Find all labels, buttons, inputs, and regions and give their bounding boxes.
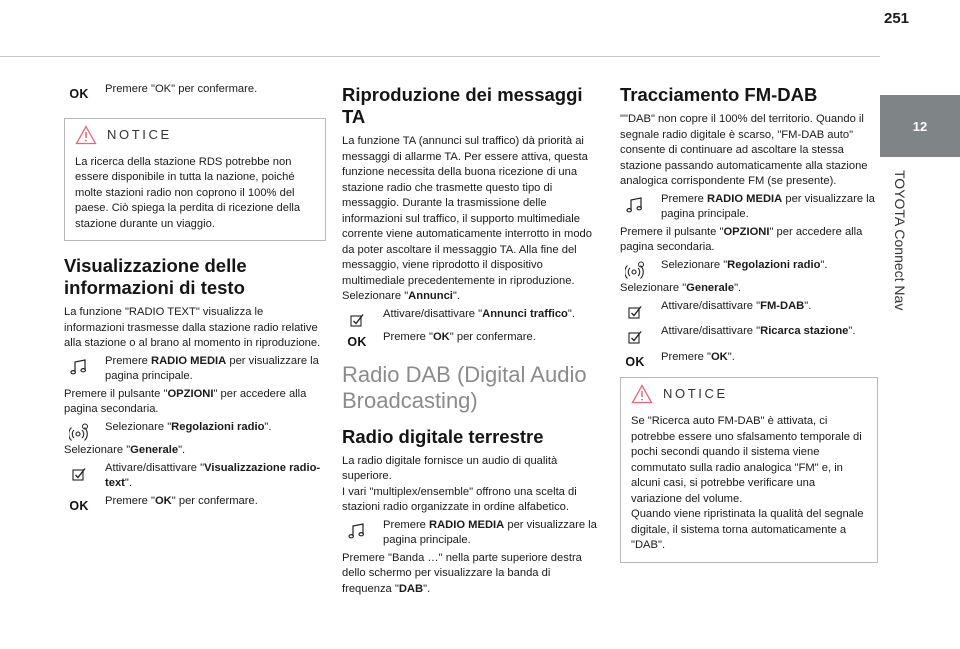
chapter-title: Radio DAB (Digital Audio Broadcasting) — [342, 361, 587, 413]
section-heading-fmdab: Tracciamento FM-DAB — [620, 84, 818, 105]
text-bold: OK — [154, 494, 172, 507]
step-radio-media — [620, 192, 878, 223]
music-note-icon — [64, 358, 94, 376]
page-number: 251 — [884, 10, 910, 27]
paragraph-general — [64, 443, 326, 459]
text-post: ". — [820, 258, 828, 271]
text-pre: Premere "Banda …" nella parte superiore destra dello schermo per visualizzare la banda di frequenza " — [342, 551, 582, 595]
paragraph-fmdab: ""DAB" non copre il 100% del territorio. Quando il segnale radio digitale è scarso, "FM-DAB auto" consente di continuare ad ascoltare la stessa stazione passando automaticamente alla stazione analogica corrispondente FM (se presente). — [620, 113, 868, 187]
step-toggle-search — [620, 324, 878, 340]
notice-title: NOTICE — [107, 126, 172, 142]
chapter-tab[interactable]: 12 — [880, 95, 960, 157]
text-pre: Premere " — [105, 494, 155, 507]
text-bold: Visualizzazione radio-text — [105, 461, 321, 489]
paragraph-options — [64, 387, 326, 418]
step-text: Premere "OK" per confermare. — [105, 83, 258, 95]
text-bold: RADIO MEDIA — [707, 192, 783, 205]
notice-text: Se "Ricerca auto FM-DAB" è attivata, ci potrebbe essere uno sfalsamento temporale di pochi secondi quando il sistema viene commutato sulla radio analogica "FM" e, in alcuni casi, si potrebbe verificare una variazione del volume. — [631, 415, 862, 505]
step-radio-settings — [64, 420, 326, 436]
step-confirm-top — [64, 82, 326, 102]
text-bold: OK — [710, 350, 728, 363]
section-heading-ta: Riproduzione dei messaggi TA — [342, 84, 583, 127]
warning-triangle-icon — [631, 384, 653, 409]
text-post: ". — [848, 325, 856, 337]
text-post: ". — [423, 582, 431, 595]
text-post: ". — [124, 477, 132, 489]
warning-triangle-icon — [75, 125, 97, 150]
text-bold: DAB — [398, 582, 424, 595]
notice-text-2: Quando viene ripristinata la qualità del segnale digitale, il sistema torna automaticamente a "DAB". — [631, 508, 864, 551]
checkbox-icon — [620, 328, 650, 346]
text-pre: Attivare/disattivare " — [105, 461, 205, 474]
step-toggle-radiotext — [64, 461, 326, 492]
text-pre: Attivare/disattivare " — [661, 299, 761, 312]
text-post: per visualizzare la pagina principale. — [383, 518, 597, 546]
notice-box — [64, 118, 326, 242]
text-post: per visualizzare la pagina principale. — [661, 192, 875, 220]
text-post: " per accedere alla pagina secondaria. — [64, 387, 307, 415]
text-bold: Regolazioni radio — [171, 420, 265, 433]
step-radio-media — [342, 518, 602, 549]
text-pre: Attivare/disattivare " — [383, 307, 483, 320]
column-middle — [342, 84, 602, 597]
text-bold: FM-DAB — [760, 299, 805, 312]
step-confirm — [64, 494, 326, 513]
step-radio-settings — [620, 258, 878, 274]
paragraph-dab: La radio digitale fornisce un audio di qualità superiore. — [342, 454, 558, 482]
text-post: ". — [727, 350, 735, 363]
text-post: ". — [452, 290, 461, 302]
text-post: ". — [264, 420, 272, 433]
ok-icon: OK — [69, 87, 89, 102]
checkbox-icon — [620, 303, 650, 321]
notice-box — [620, 377, 878, 563]
paragraph-options — [620, 225, 878, 256]
chapter-side-title-text: TOYOTA Connect Nav — [892, 170, 908, 311]
step-toggle-traffic — [342, 307, 602, 323]
header-rule — [0, 56, 880, 57]
text-pre: Premere il pulsante " — [64, 387, 168, 400]
radio-settings-icon — [620, 262, 650, 280]
text-pre: Premere " — [383, 331, 433, 343]
radio-settings-icon — [64, 424, 94, 442]
text-post: " per confermare. — [171, 494, 258, 507]
section-heading: Visualizzazione delle informazioni di testo — [64, 255, 247, 298]
text-pre: Premere — [661, 192, 708, 205]
ok-icon: OK — [347, 335, 367, 350]
text-post: per visualizzare la pagina principale. — [105, 354, 319, 382]
text-bold: RADIO MEDIA — [429, 518, 505, 531]
paragraph-ta: La funzione TA (annunci sul traffico) dà priorità ai messaggi di allarme TA. Per essere attiva, questa funzione necessita della buona ricezione di una stazione radio che trasmette questo tipo di messaggio. Durante la trasmissione delle informazioni sul traffico, il supporto multimediale corrente viene automaticamente interrotto in modo da poter ascoltare il messaggio TA. Alla fine del messaggio, viene riprodotto il dispositivo multimediale precedentemente in riproduzione. — [342, 135, 592, 287]
ok-icon: OK — [625, 354, 645, 369]
text-post: ". — [734, 282, 742, 294]
text-bold: Regolazioni radio — [727, 258, 821, 271]
step-confirm — [620, 350, 878, 369]
column-left — [64, 80, 326, 511]
step-radio-media — [64, 354, 326, 385]
text-pre: Premere " — [661, 350, 711, 363]
step-confirm — [342, 330, 602, 350]
text-pre: Premere — [105, 354, 152, 367]
text-bold: Ricarca stazione — [760, 325, 849, 337]
text-pre: Selezionare " — [620, 282, 687, 294]
paragraph-general — [620, 281, 878, 297]
text-post: " per confermare. — [449, 331, 536, 343]
text-pre: Selezionare " — [661, 258, 728, 271]
text-bold: RADIO MEDIA — [151, 354, 227, 367]
text-post: ". — [567, 307, 575, 320]
text-bold: Generale — [686, 282, 735, 294]
text-bold: OK — [432, 331, 450, 343]
checkbox-icon — [64, 465, 94, 483]
text-bold: OPZIONI — [723, 225, 770, 238]
text-bold: Generale — [130, 444, 179, 456]
notice-title: NOTICE — [663, 386, 728, 401]
text-post: ". — [804, 299, 812, 312]
music-note-icon — [620, 196, 650, 214]
text-pre: Premere — [383, 518, 430, 531]
section-heading-dab: Radio digitale terrestre — [342, 425, 544, 447]
column-right — [620, 84, 878, 563]
text-pre: Selezionare " — [105, 420, 172, 433]
paragraph-band — [342, 551, 602, 598]
text-pre: Selezionare " — [64, 444, 131, 456]
paragraph: La funzione "RADIO TEXT" visualizza le informazioni trasmesse dalla stazione radio relative alla stazione o al brano al momento in riproduzione. — [64, 306, 321, 349]
chapter-side-title — [892, 170, 916, 420]
text-bold: Annunci — [408, 290, 453, 302]
paragraph-multiplex: I vari "multiplex/ensemble" offrono una scelta di stazioni radio organizzate in ordine alfabetico. — [342, 485, 577, 513]
step-toggle-fmdab — [620, 299, 878, 315]
text-pre: Premere il pulsante " — [620, 225, 724, 238]
text-post: ". — [178, 444, 186, 456]
text-pre: Attivare/disattivare " — [661, 325, 761, 337]
text-bold: OPZIONI — [167, 387, 214, 400]
text-bold: Annunci traffico — [482, 307, 568, 320]
text-pre: Selezionare " — [342, 290, 409, 302]
music-note-icon — [342, 522, 372, 540]
ok-icon: OK — [69, 498, 89, 513]
notice-text: La ricerca della stazione RDS potrebbe non essere disponibile in tutta la nazione, poiché molte stazioni radio non coprono il 100% del paese. Ciò spiega la perdita di ricezione della stazione durante un viaggio. — [75, 155, 301, 230]
text-post: " per accedere alla pagina secondaria. — [620, 225, 863, 253]
checkbox-icon — [342, 311, 372, 329]
paragraph-announcements — [342, 289, 602, 305]
